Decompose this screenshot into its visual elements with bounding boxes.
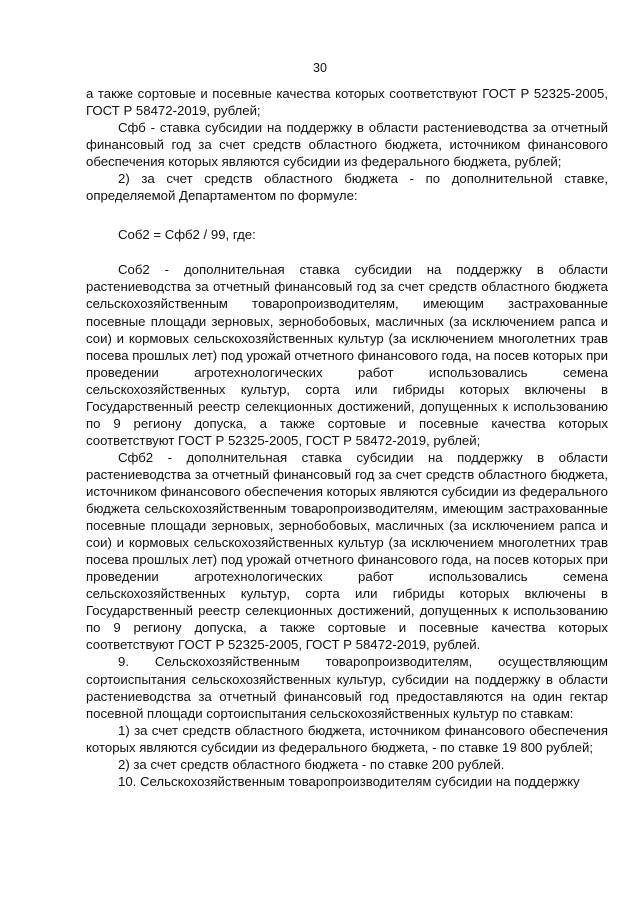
paragraph-section-10: 10. Сельскохозяйственным товаропроизводителям субсидии на поддержку: [118, 773, 580, 789]
paragraph-section-9-item-2: 2) за счет средств областного бюджета - по ставке 200 рублей.: [118, 756, 505, 772]
paragraph-section-9-item-1: 1) за счет средств областного бюджета, источником финансового обеспечения которых являются субсидии из федерального бюджета, - по ставке 19 800 рублей;: [86, 722, 608, 755]
paragraph-item-2: 2) за счет средств областного бюджета - по дополнительной ставке, определяемой Департаментом по формуле:: [86, 171, 608, 204]
paragraph-section-9: 9. Сельскохозяйственным товаропроизводителям, осуществляющим сортоиспытания сельскохозяйственных культур, субсидии на поддержку в области растениеводства за отчетный финансовый год предоставляются на один гектар посевной площади сортоиспытания сельскохозяйственных культур по ставкам:: [86, 654, 608, 721]
document-body: [86, 85, 608, 790]
paragraph-sob2-definition: Соб2 - дополнительная ставка субсидии на поддержку в области растениеводства за отчетный финансовый год за счет средств областного бюджета сельскохозяйственным товаропроизводителям, имеющим застрахованные посевные площади зерновых, зернобобовых, масличных (за исключением рапса и сои) и кормовых сельскохозяйственных культур (за исключением многолетних трав посева прошлых лет) под урожай отчетного финансового года, на посев которых при проведении агротехнологических работ использовались семена сельскохозяйственных культур, сорта или гибриды которых включены в Государственный реестр селекционных достижений, допущенных к использованию по 9 региону допуска, а также сортовые и посевные качества которых соответствуют ГОСТ Р 52325-2005, ГОСТ Р 58472-2019, рублей;: [86, 262, 608, 448]
paragraph-continuation: а также сортовые и посевные качества которых соответствуют ГОСТ Р 52325-2005, ГОСТ Р 58472-2019, рублей;: [86, 86, 608, 119]
formula: Соб2 = Сфб2 / 99, где:: [118, 227, 256, 243]
paragraph-sfb-definition: Сфб - ставка субсидии на поддержку в области растениеводства за отчетный финансовый год за счет средств областного бюджета, источником финансового обеспечения которых являются субсидии из федерального бюджета, рублей;: [86, 120, 608, 170]
paragraph-sfb2-definition: Сфб2 - дополнительная ставка субсидии на поддержку в области растениеводства за отчетный финансовый год за счет средств областного бюджета, источником финансового обеспечения которых являются субсидии из федерального бюджета сельскохозяйственным товаропроизводителям, имеющим застрахованные посевные площади зерновых, зернобобовых, масличных (за исключением рапса и сои) и кормовых сельскохозяйственных культур (за исключением многолетних трав посева прошлых лет) под урожай отчетного финансового года, на посев которых при проведении агротехнологических работ использовались семена сельскохозяйственных культур, сорта или гибриды которых включены в Государственный реестр селекционных достижений, допущенных к использованию по 9 региону допуска, а также сортовые и посевные качества которых соответствуют ГОСТ Р 52325-2005, ГОСТ Р 58472-2019, рублей.: [86, 449, 608, 653]
page-number: 30: [313, 61, 327, 75]
